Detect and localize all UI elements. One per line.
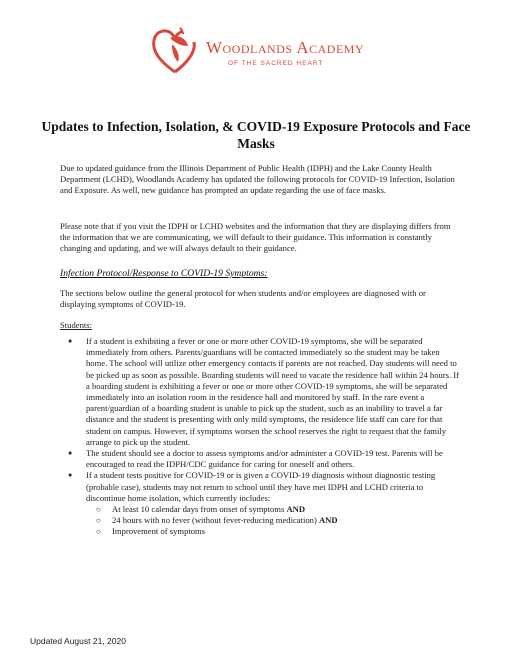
page-title: Updates to Infection, Isolation, & COVID-19 Exposure Protocols and Face Masks [41,119,471,151]
section-heading: Infection Protocol/Response to COVID-19 Symptoms: [60,268,268,279]
heart-logo-icon [150,24,200,76]
sub-item-text: At least 10 calendar days from onset of symptoms [112,504,287,515]
students-bullet-list [60,336,460,538]
list-item [60,448,460,470]
sub-item-text: 24 hours with no fever (without fever-reducing medication) [112,515,319,526]
footer-updated-date: Updated August 21, 2020 [30,636,126,646]
bullet-text: If a student is exhibiting a fever or one or more other COVID-19 symptoms, she will be separated immediately from others. Parents/guardians will be contacted immediately so the student may be taken home. The school will utilize other emergency contacts if parents are not reached. Day students will need to be picked up as soon as possible. Boarding students will need to vacate the residence hall within 24 hours. If a boarding student is exhibiting a fever or one or more other COVID-19 symptoms, she will be separated immediately into an isolation room in the residence hall and monitored by staff. In the rare event a parent/guardian of a boarding student is unable to pick up the student, such as an inability to travel a far distance and the student is presenting with only mild symptoms, the residence life staff can care for that student on campus. However, if symptoms worsen the school reserves the right to request that the family arrange to pick up the student. [86,336,460,447]
criteria-sub-list [86,504,460,538]
logo-name: Woodlands Academy [206,38,365,57]
sub-item-bold: AND [286,504,306,515]
sub-list-item [86,515,460,526]
intro-paragraph-1: Due to updated guidance from the Illinois Department of Public Health (IDPH) and the Lake County Health Department (LCHD), Woodlands Academy has updated the following protocols for COVID-19 Infection, Isolation and Exposure. As well, new guidance has prompted an update regarding the use of face masks. [60,163,455,196]
sub-list-item [86,526,460,537]
sub-item-bold: AND [318,515,338,526]
list-item [60,470,460,537]
intro-paragraph-2: Please note that if you visit the IDPH or LCHD websites and the information that they are displaying differs from the information that we are communicating, we will default to their guidance. This information is constantly changing and updating, and we will always default to their guidance. [60,221,451,254]
section-intro: The sections below outline the general protocol for when students and/or employees are diagnosed with or displaying symptoms of COVID-19. [60,288,426,310]
logo-subtitle: OF THE SACRED HEART [228,60,324,67]
students-label: Students: [60,320,92,330]
logo [150,24,380,84]
list-item [60,336,460,448]
sub-list-item [86,504,460,515]
sub-item-text: Improvement of symptoms [112,526,206,537]
bullet-text: The student should see a doctor to assess symptoms and/or administer a COVID-19 test. Parents will be encouraged to read the IDPH/CDC guidance for caring for oneself and others. [86,448,443,470]
bullet-text: If a student tests positive for COVID-19 or is given a COVID-19 diagnosis without diagnostic testing (probable case), students may not return to school until they have met IDPH and LCHD criteria to discontinue home isolation, which currently includes: [86,470,436,503]
